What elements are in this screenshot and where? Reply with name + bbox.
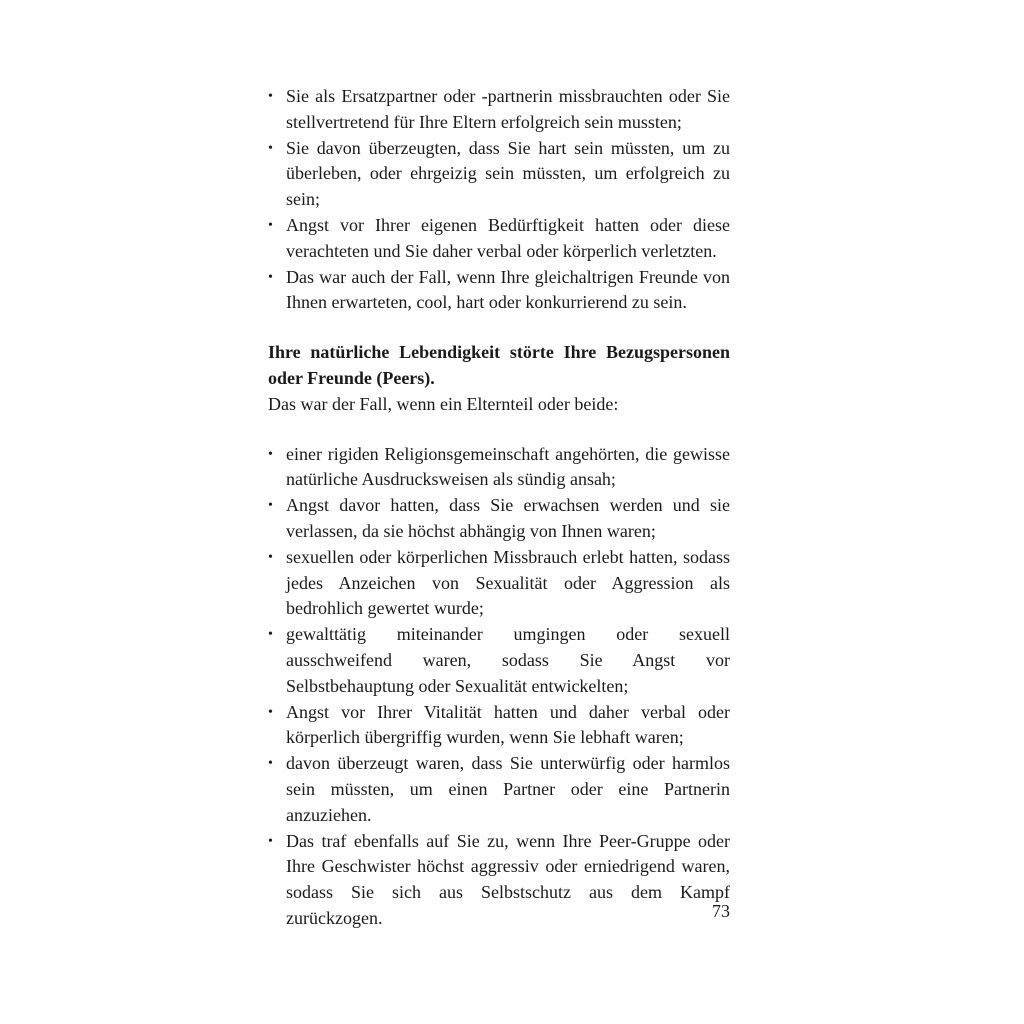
list-item: • Angst vor Ihrer Vitalität hatten und daher verbal oder körperlich übergriffig wurden, wenn Sie lebhaft waren; <box>268 700 730 752</box>
list-item: • Angst davor hatten, dass Sie erwachsen werden und sie verlassen, da sie höchst abhängig von Ihnen waren; <box>268 493 730 545</box>
list-item: • gewalttätig miteinander umgingen oder sexuell ausschweifend waren, sodass Sie Angst vor Selbstbehauptung oder Sexualität entwickelten; <box>268 622 730 699</box>
body-text <box>268 84 730 932</box>
list-item: • einer rigiden Religionsgemeinschaft angehörten, die gewisse natürliche Ausdrucksweisen als sündig ansah; <box>268 442 730 494</box>
list-item: • Das war auch der Fall, wenn Ihre gleichaltrigen Freunde von Ihnen erwarteten, cool, hart oder konkurrierend zu sein. <box>268 265 730 317</box>
section-heading: Ihre natürliche Lebendigkeit störte Ihre Bezugspersonen oder Freunde (Peers). <box>268 342 730 388</box>
intro-paragraph: Das war der Fall, wenn ein Elternteil oder beide: <box>268 393 619 414</box>
list-item: • Das traf ebenfalls auf Sie zu, wenn Ihre Peer-Gruppe oder Ihre Geschwister höchst aggressiv oder erniedrigend waren, sodass Sie sich aus Selbstschutz aus dem Kampf zurückzogen. <box>268 829 730 932</box>
list-item: • Sie als Ersatzpartner oder -partnerin missbrauchten oder Sie stellvertretend für Ihre Eltern erfolgreich sein mussten; <box>268 84 730 136</box>
list-item: • Angst vor Ihrer eigenen Bedürftigkeit hatten oder diese verachteten und Sie daher verbal oder körperlich verletzten. <box>268 213 730 265</box>
list-item: • sexuellen oder körperlichen Missbrauch erlebt hatten, sodass jedes Anzeichen von Sexualität oder Aggression als bedrohlich gewertet wurde; <box>268 545 730 622</box>
bullet-list-2 <box>268 442 730 932</box>
page-number: 73 <box>712 901 730 921</box>
list-item: • davon überzeugt waren, dass Sie unterwürfig oder harmlos sein müssten, um einen Partner oder eine Partnerin anzuziehen. <box>268 751 730 828</box>
bullet-list-1 <box>268 84 730 316</box>
list-item: • Sie davon überzeugten, dass Sie hart sein müssten, um zu überleben, oder ehrgeizig sein müssten, um erfolgreich zu sein; <box>268 136 730 213</box>
